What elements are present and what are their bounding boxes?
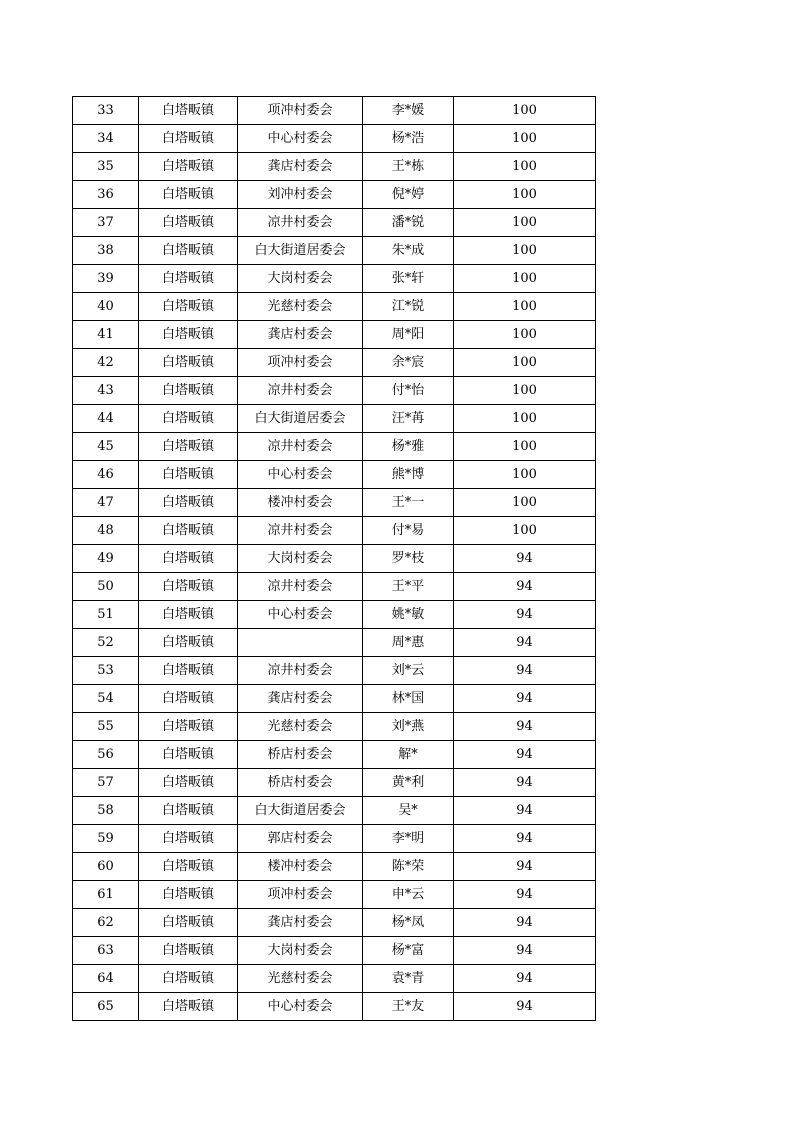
row-number-cell: 64 [73,965,139,993]
row-number-cell: 47 [73,489,139,517]
name-cell: 付*怡 [363,377,454,405]
village-cell: 郭店村委会 [238,825,363,853]
village-cell: 楼冲村委会 [238,489,363,517]
score-cell: 94 [454,545,596,573]
score-cell: 100 [454,97,596,125]
town-cell: 白塔畈镇 [139,797,238,825]
town-cell: 白塔畈镇 [139,601,238,629]
name-cell: 罗*枝 [363,545,454,573]
table-row [73,545,596,573]
table-row [73,685,596,713]
table-row [73,265,596,293]
name-cell: 周*惠 [363,629,454,657]
row-number-cell: 60 [73,853,139,881]
score-cell: 94 [454,993,596,1021]
name-cell: 杨*雅 [363,433,454,461]
row-number-cell: 59 [73,825,139,853]
village-cell: 龚店村委会 [238,909,363,937]
row-number-cell: 33 [73,97,139,125]
score-cell: 100 [454,237,596,265]
row-number-cell: 63 [73,937,139,965]
town-cell: 白塔畈镇 [139,881,238,909]
town-cell: 白塔畈镇 [139,545,238,573]
row-number-cell: 37 [73,209,139,237]
town-cell: 白塔畈镇 [139,769,238,797]
village-cell: 项冲村委会 [238,97,363,125]
town-cell: 白塔畈镇 [139,237,238,265]
row-number-cell: 49 [73,545,139,573]
town-cell: 白塔畈镇 [139,657,238,685]
town-cell: 白塔畈镇 [139,713,238,741]
town-cell: 白塔畈镇 [139,349,238,377]
table-row [73,433,596,461]
village-cell: 楼冲村委会 [238,853,363,881]
name-cell: 姚*敏 [363,601,454,629]
row-number-cell: 38 [73,237,139,265]
table-row [73,237,596,265]
table-row [73,993,596,1021]
table-row [73,461,596,489]
town-cell: 白塔畈镇 [139,265,238,293]
name-cell: 朱*成 [363,237,454,265]
village-cell: 龚店村委会 [238,153,363,181]
village-cell: 白大街道居委会 [238,237,363,265]
score-cell: 94 [454,769,596,797]
row-number-cell: 62 [73,909,139,937]
village-cell: 凉井村委会 [238,517,363,545]
name-cell: 林*国 [363,685,454,713]
town-cell: 白塔畈镇 [139,489,238,517]
score-cell: 100 [454,517,596,545]
table-row [73,209,596,237]
village-cell: 刘冲村委会 [238,181,363,209]
table-row [73,573,596,601]
village-cell: 光慈村委会 [238,293,363,321]
village-cell: 中心村委会 [238,125,363,153]
name-cell: 潘*锐 [363,209,454,237]
row-number-cell: 53 [73,657,139,685]
name-cell: 王*一 [363,489,454,517]
village-cell [238,629,363,657]
score-cell: 100 [454,405,596,433]
score-cell: 100 [454,153,596,181]
score-cell: 94 [454,853,596,881]
name-cell: 王*友 [363,993,454,1021]
town-cell: 白塔畈镇 [139,517,238,545]
table-row [73,377,596,405]
row-number-cell: 35 [73,153,139,181]
roster-body [73,97,596,1021]
row-number-cell: 51 [73,601,139,629]
village-cell: 中心村委会 [238,461,363,489]
village-cell: 凉井村委会 [238,657,363,685]
table-row [73,405,596,433]
village-cell: 凉井村委会 [238,377,363,405]
score-cell: 100 [454,321,596,349]
village-cell: 中心村委会 [238,601,363,629]
name-cell: 刘*云 [363,657,454,685]
village-cell: 大岗村委会 [238,265,363,293]
score-cell: 94 [454,713,596,741]
name-cell: 解* [363,741,454,769]
row-number-cell: 41 [73,321,139,349]
score-cell: 100 [454,125,596,153]
row-number-cell: 34 [73,125,139,153]
score-cell: 94 [454,573,596,601]
village-cell: 大岗村委会 [238,545,363,573]
town-cell: 白塔畈镇 [139,97,238,125]
name-cell: 吴* [363,797,454,825]
town-cell: 白塔畈镇 [139,461,238,489]
table-row [73,825,596,853]
row-number-cell: 43 [73,377,139,405]
town-cell: 白塔畈镇 [139,741,238,769]
village-cell: 桥店村委会 [238,769,363,797]
town-cell: 白塔畈镇 [139,573,238,601]
name-cell: 倪*婷 [363,181,454,209]
table-row [73,629,596,657]
village-cell: 白大街道居委会 [238,405,363,433]
town-cell: 白塔畈镇 [139,377,238,405]
score-cell: 100 [454,377,596,405]
score-cell: 94 [454,937,596,965]
row-number-cell: 52 [73,629,139,657]
name-cell: 汪*苒 [363,405,454,433]
name-cell: 杨*浩 [363,125,454,153]
village-cell: 大岗村委会 [238,937,363,965]
score-cell: 94 [454,797,596,825]
table-row [73,489,596,517]
table-row [73,909,596,937]
town-cell: 白塔畈镇 [139,825,238,853]
name-cell: 江*锐 [363,293,454,321]
name-cell: 王*栋 [363,153,454,181]
name-cell: 熊*博 [363,461,454,489]
row-number-cell: 48 [73,517,139,545]
table-row [73,853,596,881]
row-number-cell: 42 [73,349,139,377]
score-cell: 94 [454,657,596,685]
row-number-cell: 61 [73,881,139,909]
table-row [73,153,596,181]
table-row [73,97,596,125]
table-row [73,125,596,153]
table-row [73,881,596,909]
row-number-cell: 54 [73,685,139,713]
row-number-cell: 45 [73,433,139,461]
village-cell: 白大街道居委会 [238,797,363,825]
name-cell: 袁*青 [363,965,454,993]
table-row [73,769,596,797]
score-cell: 100 [454,209,596,237]
row-number-cell: 55 [73,713,139,741]
score-cell: 100 [454,349,596,377]
score-cell: 100 [454,293,596,321]
name-cell: 李*明 [363,825,454,853]
score-cell: 100 [454,265,596,293]
table-row [73,937,596,965]
village-cell: 凉井村委会 [238,209,363,237]
score-cell: 94 [454,965,596,993]
village-cell: 项冲村委会 [238,349,363,377]
town-cell: 白塔畈镇 [139,405,238,433]
name-cell: 余*宸 [363,349,454,377]
table-row [73,965,596,993]
row-number-cell: 46 [73,461,139,489]
score-cell: 94 [454,601,596,629]
score-cell: 94 [454,685,596,713]
name-cell: 王*平 [363,573,454,601]
table-row [73,797,596,825]
town-cell: 白塔畈镇 [139,293,238,321]
name-cell: 周*阳 [363,321,454,349]
table-row [73,349,596,377]
score-cell: 94 [454,909,596,937]
table-row [73,741,596,769]
name-cell: 黄*利 [363,769,454,797]
town-cell: 白塔畈镇 [139,209,238,237]
row-number-cell: 65 [73,993,139,1021]
table-row [73,321,596,349]
name-cell: 杨*富 [363,937,454,965]
town-cell: 白塔畈镇 [139,321,238,349]
score-cell: 100 [454,433,596,461]
row-number-cell: 36 [73,181,139,209]
town-cell: 白塔畈镇 [139,181,238,209]
town-cell: 白塔畈镇 [139,937,238,965]
town-cell: 白塔畈镇 [139,433,238,461]
name-cell: 刘*燕 [363,713,454,741]
table-row [73,517,596,545]
village-cell: 桥店村委会 [238,741,363,769]
village-cell: 中心村委会 [238,993,363,1021]
score-cell: 94 [454,881,596,909]
name-cell: 付*易 [363,517,454,545]
table-row [73,713,596,741]
village-cell: 龚店村委会 [238,321,363,349]
score-cell: 100 [454,181,596,209]
table-row [73,601,596,629]
town-cell: 白塔畈镇 [139,153,238,181]
name-cell: 申*云 [363,881,454,909]
row-number-cell: 57 [73,769,139,797]
town-cell: 白塔畈镇 [139,909,238,937]
table-row [73,657,596,685]
town-cell: 白塔畈镇 [139,853,238,881]
village-cell: 龚店村委会 [238,685,363,713]
row-number-cell: 56 [73,741,139,769]
row-number-cell: 44 [73,405,139,433]
table-row [73,181,596,209]
town-cell: 白塔畈镇 [139,965,238,993]
roster-table [72,96,596,1021]
town-cell: 白塔畈镇 [139,629,238,657]
row-number-cell: 50 [73,573,139,601]
village-cell: 项冲村委会 [238,881,363,909]
village-cell: 凉井村委会 [238,573,363,601]
name-cell: 张*轩 [363,265,454,293]
name-cell: 陈*荣 [363,853,454,881]
name-cell: 杨*凤 [363,909,454,937]
table-row [73,293,596,321]
town-cell: 白塔畈镇 [139,685,238,713]
village-cell: 光慈村委会 [238,713,363,741]
name-cell: 李*媛 [363,97,454,125]
village-cell: 光慈村委会 [238,965,363,993]
score-cell: 94 [454,825,596,853]
row-number-cell: 39 [73,265,139,293]
score-cell: 100 [454,461,596,489]
town-cell: 白塔畈镇 [139,993,238,1021]
score-cell: 94 [454,629,596,657]
row-number-cell: 58 [73,797,139,825]
row-number-cell: 40 [73,293,139,321]
town-cell: 白塔畈镇 [139,125,238,153]
score-cell: 94 [454,741,596,769]
score-cell: 100 [454,489,596,517]
village-cell: 凉井村委会 [238,433,363,461]
